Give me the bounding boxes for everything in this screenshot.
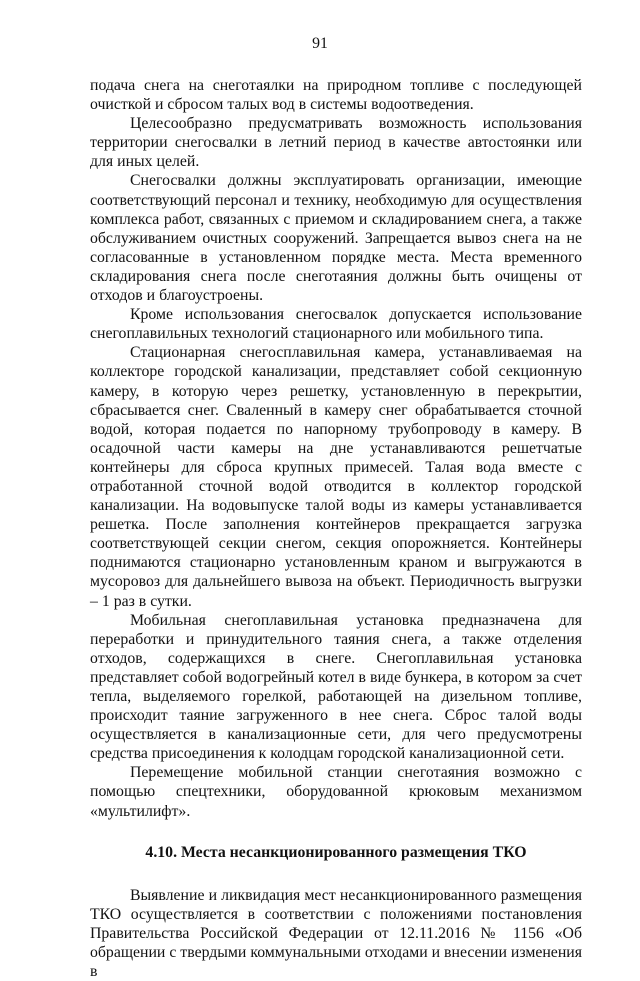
section-heading: 4.10. Места несанкционированного размещения ТКО [145,843,527,861]
paragraph: Кроме использования снегосвалок допускается использование снегоплавильных технологий стационарного или мобильного типа. [90,306,582,343]
paragraph: Мобильная снегоплавильная установка предназначена для переработки и принудительного таяния снега, а также отделения отходов, содержащихся в снеге. Снегоплавильная установка представляет собой водогрейный котел в виде бункера, в котором за счет тепла, выделяемого горелкой, работающей на дизельном топливе, происходит таяние загруженного в нее снега. Сброс талой воды осуществляется в канализационные сети, для чего предусмотрены средства присоединения к колодцам городской канализационной сети. [90,611,582,763]
body-text-after-heading [90,886,582,981]
paragraph: Перемещение мобильной станции снеготаяния возможно с помощью спецтехники, оборудованной крюковым механизмом «мультилифт». [90,764,582,820]
paragraph: Снегосвалки должны эксплуатировать организации, имеющие соответствующий персонал и технику, необходимую для осуществления комплекса работ, связанных с приемом и складированием снега, а также обслуживанием очистных сооружений. Запрещается вывоз снега на не согласованные в установленном порядке места. Места временного складирования снега после снеготаяния должны быть очищены от отходов и благоустроены. [90,172,582,305]
page-body [90,76,582,981]
paragraph: Целесообразно предусматривать возможность использования территории снегосвалки в летний период в качестве автостоянки или для иных целей. [90,115,582,171]
paragraph: подача снега на снеготаялки на природном топливе с последующей очисткой и сбросом талых вод в системы водоотведения. [90,77,582,114]
page-number: 91 [312,35,328,52]
paragraph: Стационарная снегосплавильная камера, устанавливаемая на коллекторе городской канализации, представляет собой секционную камеру, в которую через решетку, установленную в перекрытии, сбрасывается снег. Сваленный в камеру снег обрабатывается сточной водой, которая подается по напорному трубопроводу в камеру. В осадочной части камеры на дне устанавливаются решетчатые контейнеры для сброса крупных примесей. Талая вода вместе с отработанной сточной водой отводится в коллектор городской канализации. На водовыпуске талой воды из камеры устанавливается решетка. После заполнения контейнеров прекращается загрузка соответствующей секции снегом, секция опорожняется. Контейнеры поднимаются стационарно установленным краном и выгружаются в мусоровоз для дальнейшего вывоза на объект. Периодичность выгрузки – 1 раз в сутки. [90,344,582,610]
body-text-before-heading [90,76,582,821]
paragraph: Выявление и ликвидация мест несанкционированного размещения ТКО осуществляется в соответствии с положениями постановления Правительства Российской Федерации от 12.11.2016 № 1156 «Об обращении с твердыми коммунальными отходами и внесении изменения в [90,886,582,981]
